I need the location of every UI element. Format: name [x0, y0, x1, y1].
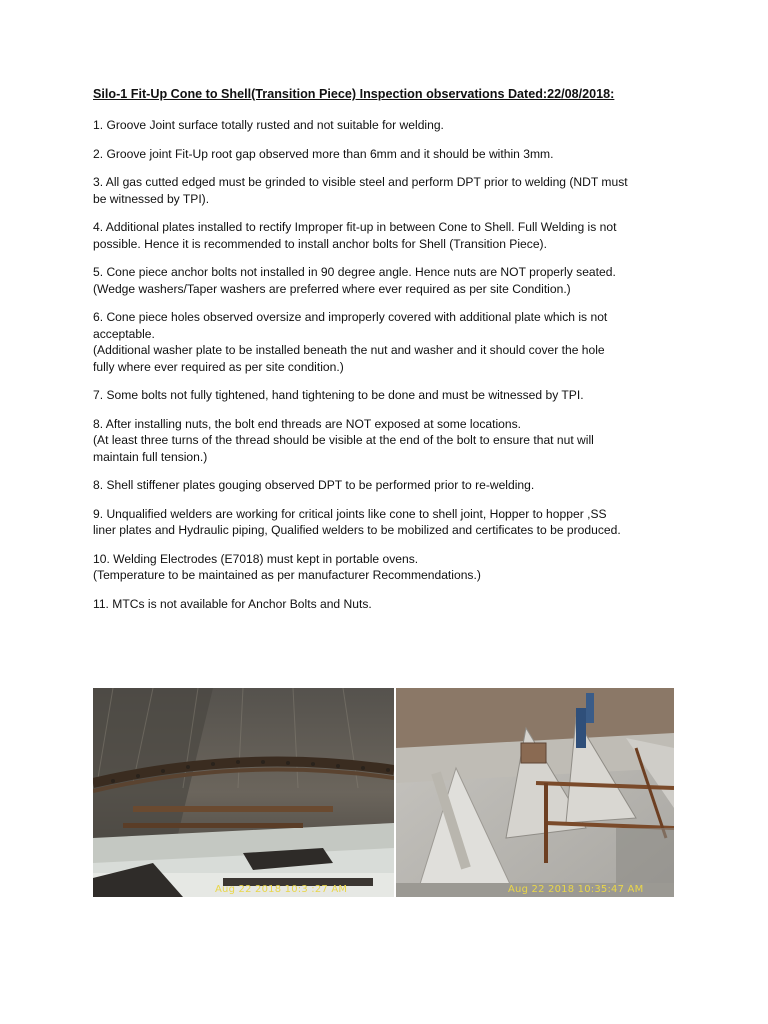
observation-line: 8. After installing nuts, the bolt end threads are NOT exposed at some locations.	[93, 416, 522, 431]
observation-line: (Temperature to be maintained as per manufacturer Recommendations.)	[93, 568, 481, 582]
photo-timestamp-right: Aug 22 2018 10:35:47 AM	[508, 884, 644, 895]
observation-9	[93, 506, 683, 539]
observation-line: 10. Welding Electrodes (E7018) must kept in portable ovens.	[93, 551, 419, 566]
observation-3	[93, 174, 683, 207]
observation-line: maintain full tension.)	[93, 449, 208, 464]
photo-stiffener-plates-image	[396, 688, 674, 897]
observation-8b	[93, 477, 683, 494]
photo-cone-shell-interior	[93, 688, 394, 897]
observation-line: acceptable.	[93, 326, 155, 341]
observation-line: 9. Unqualified welders are working for critical joints like cone to shell joint, Hopper to hopper ,SS	[93, 506, 607, 521]
observation-6	[93, 309, 683, 375]
observation-5	[93, 264, 683, 297]
photo-stiffener-plates	[396, 688, 674, 897]
observation-line: 3. All gas cutted edged must be grinded to visible steel and perform DPT prior to welding (NDT must	[93, 175, 628, 189]
observation-1	[93, 117, 683, 134]
observation-line: 8. Shell stiffener plates gouging observed DPT to be performed prior to re-welding.	[93, 478, 535, 492]
photo-timestamp-left: Aug 22 2018 10:3 :27 AM	[215, 884, 348, 895]
observation-line: be witnessed by TPI).	[93, 191, 210, 206]
observation-line: possible. Hence it is recommended to install anchor bolts for Shell (Transition Piece).	[93, 236, 547, 251]
observation-line: fully where ever required as per site condition.)	[93, 359, 344, 374]
observation-line: (Wedge washers/Taper washers are preferred where ever required as per site Condition.)	[93, 281, 571, 296]
document-title: Silo-1 Fit-Up Cone to Shell(Transition Piece) Inspection observations Dated:22/08/2018:	[93, 87, 615, 101]
observation-7	[93, 387, 683, 404]
observation-line: 4. Additional plates installed to rectify Improper fit-up in between Cone to Shell. Full Welding is not	[93, 220, 617, 234]
observation-line: (At least three turns of the thread should be visible at the end of the bolt to ensure that nut will	[93, 433, 594, 447]
observation-10	[93, 551, 683, 584]
observation-line: (Additional washer plate to be installed beneath the nut and washer and it should cover the hole	[93, 343, 605, 357]
observation-line: liner plates and Hydraulic piping, Qualified welders to be mobilized and certificates to be produced.	[93, 523, 621, 537]
observation-line: 6. Cone piece holes observed oversize and improperly covered with additional plate which is not	[93, 310, 608, 324]
observation-4	[93, 219, 683, 252]
observation-line: 2. Groove joint Fit-Up root gap observed more than 6mm and it should be within 3mm.	[93, 146, 554, 161]
observation-line: 1. Groove Joint surface totally rusted and not suitable for welding.	[93, 118, 444, 132]
observation-line: 11. MTCs is not available for Anchor Bolts and Nuts.	[93, 596, 372, 611]
observation-8	[93, 416, 683, 466]
observation-11	[93, 596, 683, 613]
observation-line: 5. Cone piece anchor bolts not installed in 90 degree angle. Hence nuts are NOT properly seated.	[93, 265, 616, 279]
photo-cone-shell-interior-image	[93, 688, 394, 897]
observation-2	[93, 146, 683, 163]
observation-line: 7. Some bolts not fully tightened, hand tightening to be done and must be witnessed by TPI.	[93, 388, 584, 402]
inspection-document	[93, 86, 683, 624]
inspection-photos	[93, 688, 674, 897]
